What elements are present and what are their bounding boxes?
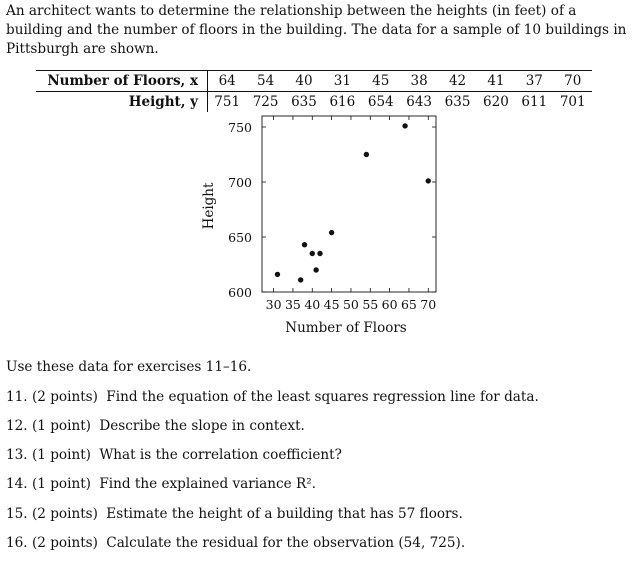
table-cell: 64 [208, 71, 247, 92]
table-cell: 42 [438, 71, 476, 92]
exercise-number: 15. [6, 505, 28, 522]
table-cell: 611 [521, 94, 548, 110]
table-cell: 751 [214, 94, 241, 110]
table-cell: 643 [406, 94, 433, 110]
exercise-number: 12. [6, 417, 28, 434]
y-tick-label: 750 [228, 120, 252, 135]
table-cell: 620 [483, 94, 509, 110]
data-point [310, 251, 315, 256]
table-cell: 635 [291, 94, 317, 110]
problem-intro: An architect wants to determine the relationship between the heights (in feet) of a building and the number of floors in the building. The data for a sample of 10 buildings in Pittsburgh are shown. [6, 3, 627, 57]
table-cell: 40 [285, 71, 323, 92]
table-cell: 31 [323, 71, 361, 92]
data-point [302, 242, 307, 247]
exercise-points: (1 point) [31, 476, 91, 493]
y-tick-label: 700 [228, 175, 252, 190]
x-tick-label: 60 [381, 297, 398, 312]
x-tick-label: 40 [304, 297, 321, 312]
data-table [36, 70, 592, 112]
exercise-number: 11. [6, 388, 28, 405]
row-label-floors: Number of Floors, x [36, 71, 208, 92]
exercise-item [6, 534, 539, 563]
table-cell: 38 [400, 71, 438, 92]
table-cell: 701 [559, 94, 586, 110]
table-cell: 41 [477, 71, 515, 92]
table-cell: 725 [252, 94, 279, 110]
table-cell: 54 [246, 71, 284, 92]
x-tick-label: 45 [323, 297, 340, 312]
exercise-points: (2 points) [31, 388, 98, 405]
exercise-number: 13. [6, 447, 28, 464]
exercise-lead: Use these data for exercises 11–16. [6, 359, 252, 375]
table-cell: 654 [367, 94, 394, 110]
exercise-points: (1 point) [31, 417, 91, 434]
data-points [275, 123, 431, 282]
exercise-text: Find the explained variance R². [99, 476, 316, 493]
exercise-item [6, 475, 539, 504]
data-point [313, 267, 318, 272]
data-point [402, 123, 407, 128]
exercise-number: 14. [6, 476, 28, 493]
y-tick-label: 600 [228, 285, 252, 300]
plot-frame [262, 116, 436, 292]
table-cell: 616 [329, 94, 356, 110]
data-point [364, 152, 369, 157]
exercise-points: (1 point) [31, 447, 91, 464]
table-cell: 635 [444, 94, 471, 110]
data-point [275, 272, 280, 277]
x-tick-label: 55 [362, 297, 379, 312]
exercise-text: What is the correlation coefficient? [99, 447, 342, 464]
exercise-points: (2 points) [31, 534, 98, 551]
exercise-item [6, 388, 539, 417]
table-cell: 37 [515, 71, 553, 92]
x-tick-label: 30 [265, 297, 282, 312]
exercise-text: Estimate the height of a building that has 57 floors. [106, 505, 463, 522]
y-tick-label: 650 [228, 230, 252, 245]
exercise-list [6, 358, 539, 563]
y-axis-label: Height [201, 182, 217, 230]
exercise-number: 16. [6, 534, 28, 551]
x-tick-label: 65 [400, 297, 417, 312]
exercise-text: Calculate the residual for the observation (54, 725). [106, 534, 466, 551]
row-label-height: Height, y [36, 92, 208, 113]
exercise-item [6, 446, 539, 475]
axis-ticks [228, 116, 436, 312]
exercise-text: Find the equation of the least squares regression line for data. [106, 388, 539, 405]
x-axis-label: Number of Floors [285, 320, 407, 336]
table-row-floors [36, 71, 592, 92]
x-tick-label: 70 [420, 297, 437, 312]
exercise-item [6, 505, 539, 534]
data-point [298, 277, 303, 282]
data-point [329, 230, 334, 235]
data-point [426, 178, 431, 183]
table-cell: 70 [554, 71, 592, 92]
exercise-points: (2 points) [31, 505, 98, 522]
x-tick-label: 35 [284, 297, 301, 312]
table-row-heights [36, 92, 592, 113]
table-cell: 45 [362, 71, 400, 92]
scatter-plot [186, 114, 446, 342]
x-tick-label: 50 [342, 297, 359, 312]
exercise-text: Describe the slope in context. [99, 417, 305, 434]
exercise-item [6, 417, 539, 446]
data-point [317, 251, 322, 256]
